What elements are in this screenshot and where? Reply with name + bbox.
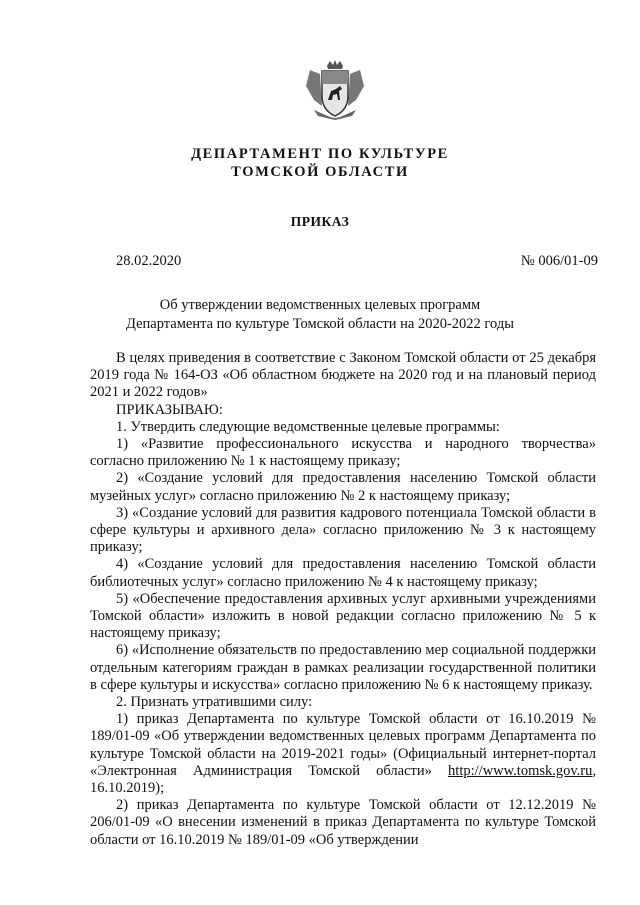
item2-2: 2) приказ Департамента по культуре Томской области от 12.12.2019 № 206/01-09 «О внесении изменений в приказ Департамента по культуре Томской области от 16.10.2019 № 189/01-09 «Об утверждении (90, 797, 596, 848)
item2-1-tail: , 16.10.2019); (90, 762, 596, 797)
item1-2: 2) «Создание условий для предоставления населению Томской области музейных услуг» согласно приложению № 2 к настоящему приказу; (90, 470, 596, 504)
order-body (90, 350, 596, 849)
preamble-paragraph: В целях приведения в соответствие с Законом Томской области от 25 декабря 2019 года № 164-ОЗ «Об областном бюджете на 2020 год и на плановый период 2021 и 2022 годов» (90, 350, 596, 401)
item1-4: 4) «Создание условий для предоставления населению Томской области библиотечных услуг» согласно приложению № 4 к настоящему приказу; (90, 556, 596, 590)
item1-heading: 1. Утвердить следующие ведомственные целевые программы: (116, 418, 500, 435)
coat-of-arms-icon (300, 60, 370, 120)
item2-heading: 2. Признать утратившими силу: (116, 694, 313, 711)
department-name-line1: ДЕПАРТАМЕНТ ПО КУЛЬТУРЕ (191, 146, 449, 162)
order-title: ПРИКАЗ (290, 214, 350, 229)
order-number: № 006/01-09 (520, 253, 598, 269)
item1-1: 1) «Развитие профессионального искусства и народного творчества» согласно приложению № 1 к настоящему приказу; (90, 436, 596, 470)
item1-6: 6) «Исполнение обязательств по предоставлению мер социальной поддержки отдельным категориям граждан в рамках реализации государственной политики в сфере культуры и искусства» согласно приложению № 6 к настоящему приказу. (90, 642, 596, 693)
order-subject (0, 296, 640, 334)
command-word: ПРИКАЗЫВАЮ: (116, 401, 223, 418)
item1-5: 5) «Обеспечение предоставления архивных услуг архивными учреждениями Томской области» изложить в новой редакции согласно приложению № 5 к настоящему приказу; (90, 590, 596, 642)
department-name-line2: ТОМСКОЙ ОБЛАСТИ (231, 164, 409, 180)
item2-1 (90, 711, 596, 797)
portal-link[interactable]: http://www.tomsk.gov.ru (448, 762, 593, 779)
item2-1-text: 1) приказ Департамента по культуре Томской области от 16.10.2019 № 189/01-09 «Об утверждении ведомственных целевых программ Департамента по культуре Томской области на 2019-2021 годы» (Официальный интернет-портал «Электронная Администрация Томской области» (90, 711, 596, 779)
order-date: 28.02.2020 (116, 253, 182, 269)
subject-line1: Об утверждении ведомственных целевых программ (159, 297, 481, 313)
item1-3: 3) «Создание условий для развития кадрового потенциала Томской области в сфере культуры и архивного дела» согласно приложению № 3 к настоящему приказу; (90, 504, 596, 556)
subject-line2: Департамента по культуре Томской области на 2020-2022 годы (126, 316, 514, 332)
